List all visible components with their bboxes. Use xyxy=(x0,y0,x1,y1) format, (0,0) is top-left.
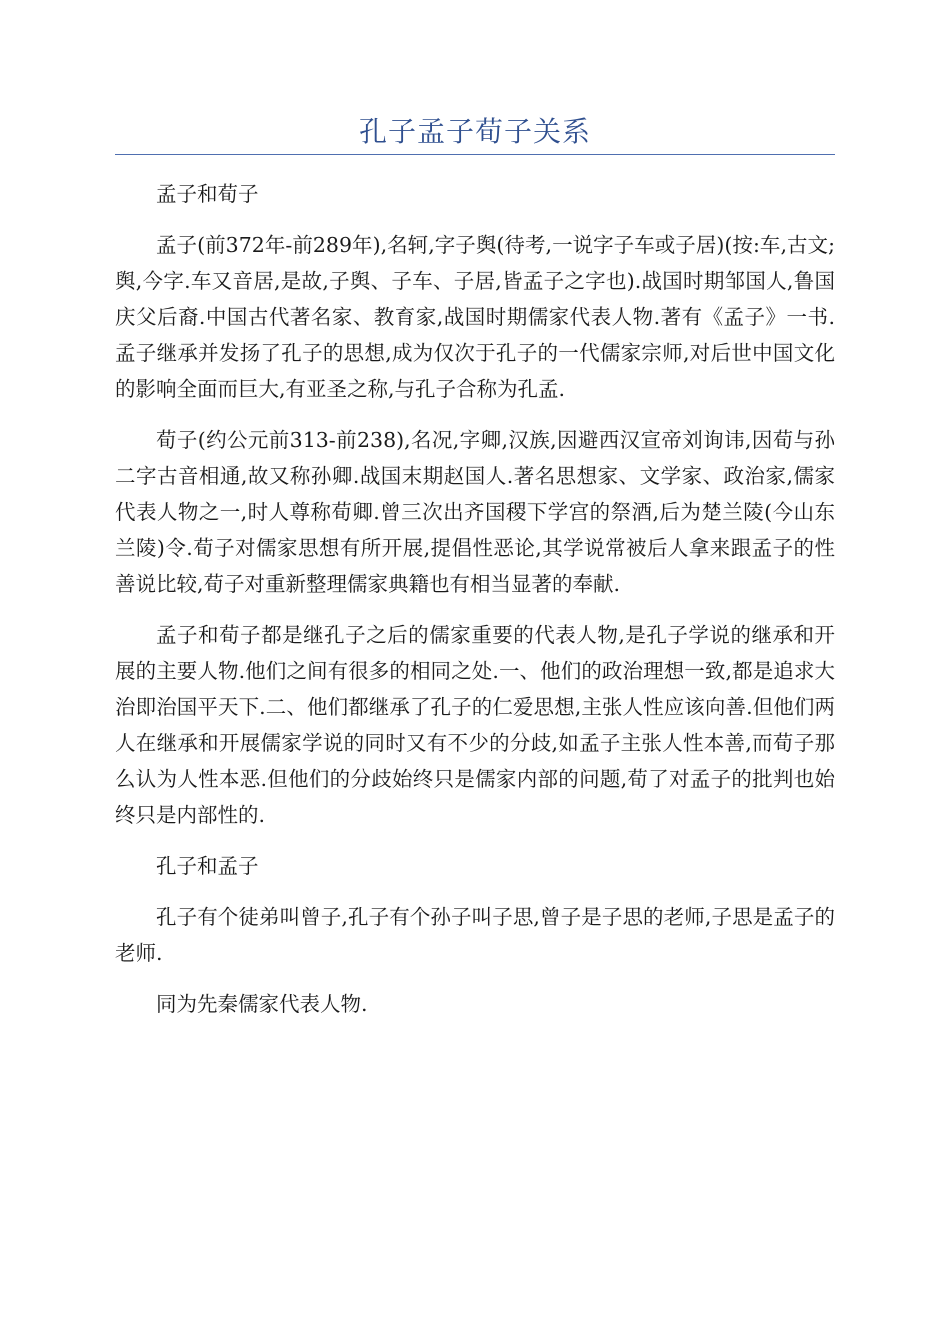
document-body xyxy=(115,176,835,1037)
section-heading-mencius-xunzi: 孟子和荀子 xyxy=(156,182,259,206)
paragraph-mencius-bio: 孟子(前372年-前289年),名轲,字子舆(待考,一说字子车或子居)(按:车,古文;舆,今字.车又音居,是故,子舆、子车、子居,皆孟子之字也).战国时期邹国人,鲁国庆父后裔.中国古代著名家、教育家,战国时期儒家代表人物.著有《孟子》一书.孟子继承并发扬了孔子的思想,成为仅次于孔子的一代儒家宗师,对后世中国文化的影响全面而巨大,有亚圣之称,与孔子合称为孔孟. xyxy=(115,233,835,401)
paragraph-comparison: 孟子和荀子都是继孔子之后的儒家重要的代表人物,是孔子学说的继承和开展的主要人物.他们之间有很多的相同之处.一、他们的政治理想一致,都是追求大治即治国平天下.二、他们都继承了孔子的仁爱思想,主张人性应该向善.但他们两人在继承和开展儒家学说的同时又有不少的分歧,如孟子主张人性本善,而荀子那么认为人性本恶.但他们的分歧始终只是儒家内部的问题,荀了对孟子的批判也始终只是内部性的. xyxy=(115,623,835,827)
section-heading-confucius-mencius: 孔子和孟子 xyxy=(156,854,259,878)
paragraph-conclusion: 同为先秦儒家代表人物. xyxy=(156,992,368,1016)
title-underline xyxy=(115,154,835,155)
document-title: 孔子孟子荀子关系 xyxy=(358,115,591,148)
paragraph-lineage: 孔子有个徒弟叫曾子,孔子有个孙子叫子思,曾子是子思的老师,子思是孟子的老师. xyxy=(115,905,835,965)
paragraph-xunzi-bio: 荀子(约公元前313-前238),名况,字卿,汉族,因避西汉宣帝刘询讳,因荀与孙二字古音相通,故又称孙卿.战国末期赵国人.著名思想家、文学家、政治家,儒家代表人物之一,时人尊称荀卿.曾三次出齐国稷下学宫的祭酒,后为楚兰陵(今山东兰陵)令.荀子对儒家思想有所开展,提倡性恶论,其学说常被后人拿来跟孟子的性善说比较,荀子对重新整理儒家典籍也有相当显著的奉献. xyxy=(115,428,835,596)
